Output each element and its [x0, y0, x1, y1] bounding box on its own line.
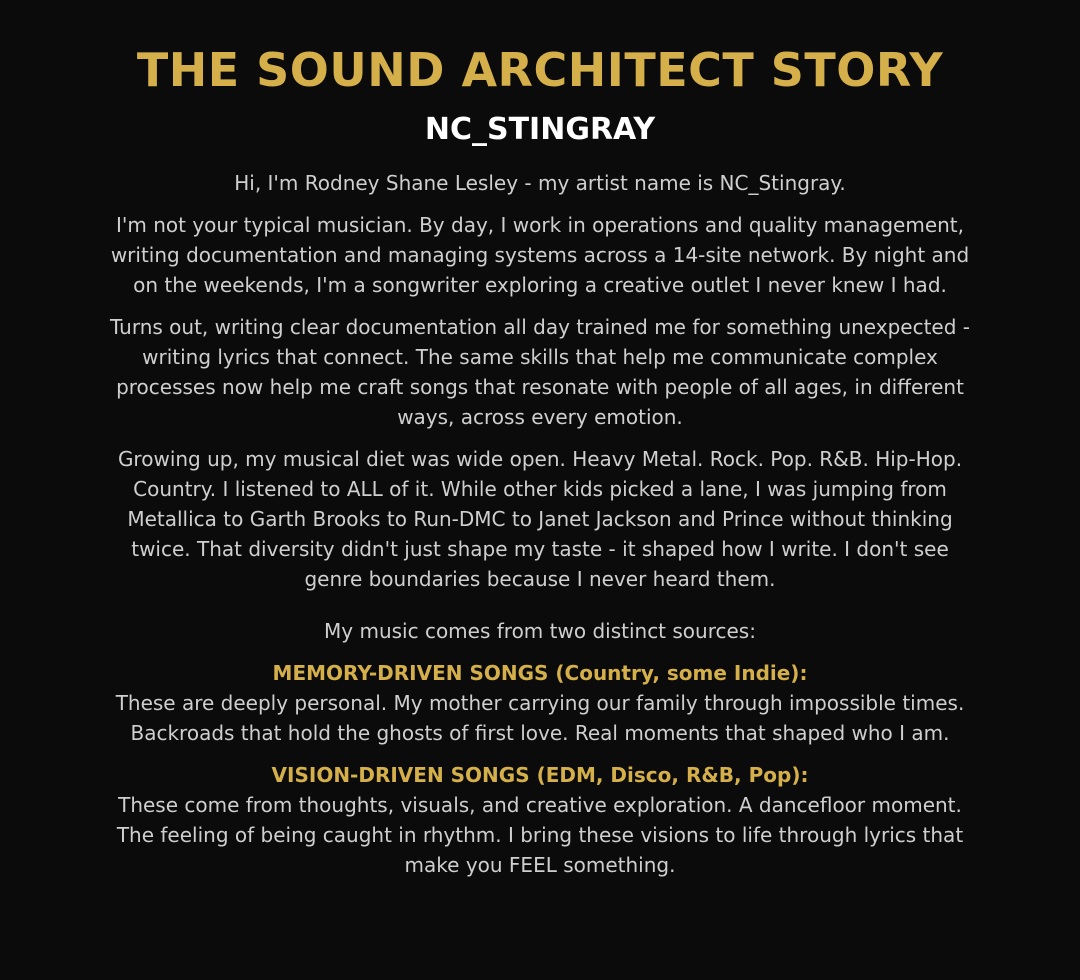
growing-up-paragraph: Growing up, my musical diet was wide open. Heavy Metal. Rock. Pop. R&B. Hip-Hop. Country. I listened to ALL of it. While other kids picked a lane, I was jumping from Metallica to Garth Brooks to Run-DMC to Janet Jackson and Prince without thinking twice. That diversity didn't just shape my taste - it shaped how I write. I don't see genre boundaries because I never heard them.	[117, 447, 963, 591]
memory-body: These are deeply personal. My mother carrying our family through impossible times. Backroads that hold the ghosts of first love. Real moments that shaped who I am.	[115, 691, 965, 745]
story-page	[100, 0, 980, 880]
memory-heading: MEMORY-DRIVEN SONGS (Country, some Indie):	[272, 661, 808, 685]
vision-body: These come from thoughts, visuals, and creative exploration. A dancefloor moment. The feeling of being caught in rhythm. I bring these visions to life through lyrics that make you FEEL something.	[116, 793, 964, 877]
sources-intro-paragraph: My music comes from two distinct sources:	[324, 619, 756, 643]
vision-section	[100, 760, 980, 880]
vision-heading: VISION-DRIVEN SONGS (EDM, Disco, R&B, Pop):	[271, 763, 809, 787]
day-night-paragraph: I'm not your typical musician. By day, I work in operations and quality management, writing documentation and managing systems across a 14-site network. By night and on the weekends, I'm a songwriter exploring a creative outlet I never knew I had.	[110, 213, 970, 297]
artist-name: NC_STINGRAY	[424, 112, 656, 147]
intro-paragraph: Hi, I'm Rodney Shane Lesley - my artist name is NC_Stingray.	[234, 171, 846, 195]
documentation-paragraph: Turns out, writing clear documentation all day trained me for something unexpected - writing lyrics that connect. The same skills that help me communicate complex processes now help me craft songs that resonate with people of all ages, in different ways, across every emotion.	[109, 315, 971, 429]
page-title: THE SOUND ARCHITECT STORY	[136, 43, 944, 97]
memory-section	[100, 658, 980, 748]
